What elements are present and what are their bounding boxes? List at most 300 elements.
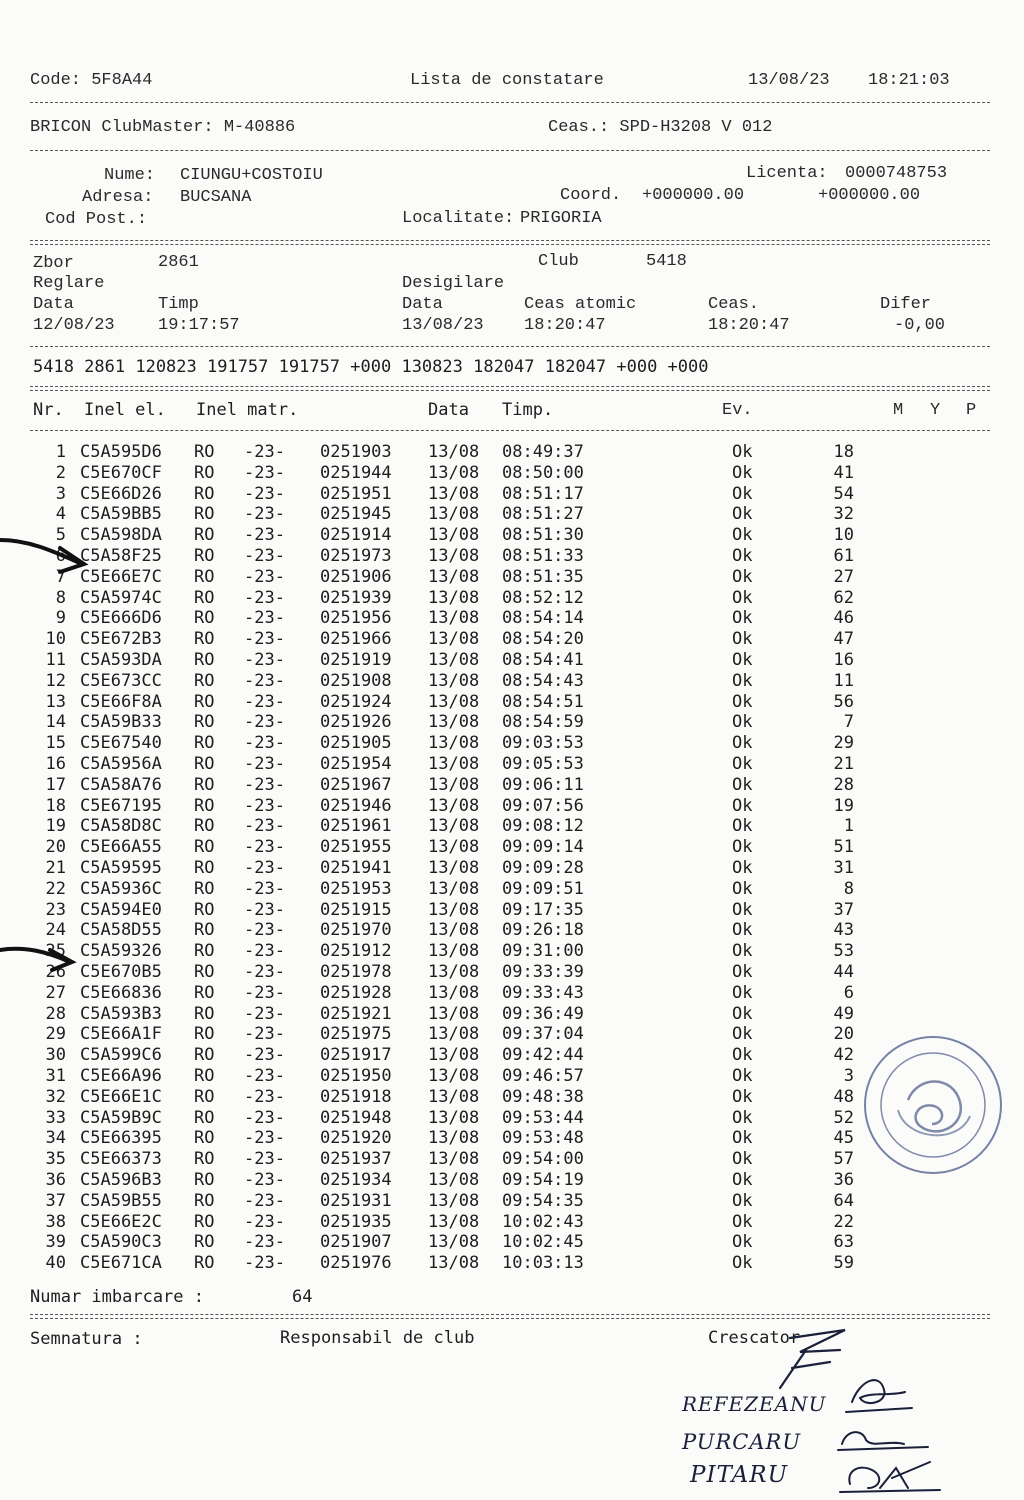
row-inel-matr: 0251945 [320,504,392,525]
table-row [0,837,1024,858]
row-year: -23- [244,795,285,816]
crescator-label: Crescator [708,1328,801,1348]
row-value: 61 [833,546,854,566]
row-nr: 15 [45,733,66,754]
row-date: 13/08 [428,1149,480,1170]
divider [30,102,990,103]
row-inel-el: C5E673CC [80,670,162,691]
row-year: -23- [244,483,285,504]
row-inel-matr: 0251973 [320,546,392,566]
row-country: RO [194,712,215,733]
table-row [0,775,1024,796]
row-time: 09:17:35 [502,899,584,920]
row-inel-el: C5A58A76 [80,774,162,795]
row-inel-el: C5E66A55 [80,837,162,858]
row-value: 49 [833,1003,854,1024]
row-ev: Ok [732,754,753,774]
row-inel-el: C5A596B3 [80,1170,162,1190]
row-country: RO [194,442,215,462]
row-date: 13/08 [428,816,480,837]
row-value: 16 [833,650,854,670]
table-row [0,671,1024,692]
col-data: Data [428,400,469,420]
row-nr: 37 [45,1190,66,1211]
club-master: BRICON ClubMaster: M-40886 [30,118,296,137]
row-time: 08:50:00 [502,462,584,483]
row-date: 13/08 [428,1024,480,1045]
row-time: 08:51:27 [502,504,584,525]
col-m: M [893,401,904,420]
row-country: RO [194,1086,215,1107]
signature-2 [838,1432,928,1450]
row-country: RO [194,462,215,483]
row-year: -23- [244,1253,285,1274]
row-country: RO [194,795,215,816]
row-ev: Ok [732,962,753,982]
row-time: 08:52:12 [502,587,584,608]
table-row [0,629,1024,650]
semnatura-label: Semnatura : [30,1329,143,1349]
row-inel-matr: 0251966 [320,629,392,650]
desig-atomic: 18:20:47 [524,316,606,335]
row-time: 09:09:14 [502,837,584,858]
table-row [0,983,1024,1004]
row-value: 27 [833,566,854,587]
divider [30,1314,990,1315]
row-value: 64 [833,1190,854,1211]
row-date: 13/08 [428,566,480,587]
row-ev: Ok [732,566,753,587]
row-nr: 40 [45,1253,66,1274]
row-country: RO [194,878,215,899]
row-country: RO [194,1024,215,1045]
row-date: 13/08 [428,899,480,920]
row-ev: Ok [732,483,753,504]
row-ev: Ok [732,1086,753,1107]
row-time: 09:42:44 [502,1045,584,1066]
desig-ceas: 18:20:47 [708,316,790,335]
row-country: RO [194,816,215,837]
row-year: -23- [244,629,285,650]
row-time: 09:54:00 [502,1149,584,1170]
row-nr: 3 [55,483,66,504]
row-nr: 18 [45,795,66,816]
row-date: 13/08 [428,754,480,774]
row-country: RO [194,691,215,712]
row-ev: Ok [732,546,753,566]
table-row [0,650,1024,671]
row-country: RO [194,962,215,982]
zbor-label: Zbor [33,254,74,273]
row-time: 09:06:11 [502,774,584,795]
row-inel-el: C5E670B5 [80,962,162,982]
row-time: 08:54:20 [502,629,584,650]
row-nr: 25 [45,941,66,962]
row-ev: Ok [732,691,753,712]
table-row [0,484,1024,505]
row-year: -23- [244,1128,285,1149]
row-ev: Ok [732,899,753,920]
row-value: 19 [833,795,854,816]
row-ev: Ok [732,670,753,691]
row-date: 13/08 [428,878,480,899]
col-timp: Timp. [502,400,554,420]
row-nr: 19 [45,816,66,837]
row-value: 1 [843,816,854,837]
table-row [0,900,1024,921]
row-inel-matr: 0251912 [320,941,392,962]
row-nr: 5 [55,525,66,546]
row-nr: 27 [45,982,66,1003]
row-inel-matr: 0251975 [320,1024,392,1045]
row-date: 13/08 [428,587,480,608]
row-date: 13/08 [428,1086,480,1107]
row-country: RO [194,733,215,754]
row-ev: Ok [732,608,753,629]
row-country: RO [194,629,215,650]
row-nr: 9 [55,608,66,629]
table-row [0,567,1024,588]
row-inel-matr: 0251939 [320,587,392,608]
col-p: P [966,401,977,420]
divider [30,390,990,391]
row-ev: Ok [732,442,753,462]
row-inel-matr: 0251914 [320,525,392,546]
row-ev: Ok [732,920,753,941]
row-nr: 2 [55,462,66,483]
row-nr: 26 [45,962,66,982]
row-nr: 12 [45,670,66,691]
row-year: -23- [244,608,285,629]
row-ev: Ok [732,733,753,754]
table-row [0,504,1024,525]
row-date: 13/08 [428,670,480,691]
row-nr: 33 [45,1107,66,1128]
row-value: 32 [833,504,854,525]
reglare-timp: 19:17:57 [158,316,240,335]
row-inel-el: C5E66836 [80,982,162,1003]
table-row [0,962,1024,983]
row-inel-el: C5E671CA [80,1253,162,1274]
row-inel-el: C5E66E1C [80,1086,162,1107]
row-country: RO [194,774,215,795]
row-inel-el: C5E672B3 [80,629,162,650]
table-row [0,1253,1024,1274]
row-date: 13/08 [428,920,480,941]
row-inel-el: C5A593B3 [80,1003,162,1024]
row-year: -23- [244,670,285,691]
row-value: 48 [833,1086,854,1107]
row-time: 08:51:35 [502,566,584,587]
row-value: 37 [833,899,854,920]
row-value: 53 [833,941,854,962]
row-time: 09:09:28 [502,858,584,878]
row-nr: 36 [45,1170,66,1190]
row-inel-el: C5A5974C [80,587,162,608]
row-inel-el: C5A593DA [80,650,162,670]
row-date: 13/08 [428,1232,480,1253]
row-inel-matr: 0251903 [320,442,392,462]
row-time: 08:54:14 [502,608,584,629]
row-date: 13/08 [428,712,480,733]
table-row [0,525,1024,546]
row-value: 51 [833,837,854,858]
row-nr: 13 [45,691,66,712]
row-inel-matr: 0251905 [320,733,392,754]
row-time: 09:54:35 [502,1190,584,1211]
row-time: 08:54:43 [502,670,584,691]
col-ev: Ev. [722,401,753,420]
responsabil-label: Responsabil de club [280,1328,475,1348]
divider [30,346,990,347]
row-time: 09:53:48 [502,1128,584,1149]
row-year: -23- [244,546,285,566]
row-date: 13/08 [428,650,480,670]
row-country: RO [194,483,215,504]
row-year: -23- [244,878,285,899]
row-nr: 11 [45,650,66,670]
row-date: 13/08 [428,774,480,795]
zbor-value: 2861 [158,253,199,272]
localitate-label: Localitate: [402,209,515,228]
row-country: RO [194,504,215,525]
localitate-value: PRIGORIA [520,209,602,228]
row-year: -23- [244,962,285,982]
table-row [0,920,1024,941]
row-date: 13/08 [428,1128,480,1149]
row-time: 08:51:33 [502,546,584,566]
document-title: Lista de constatare [410,71,604,90]
row-year: -23- [244,1190,285,1211]
row-date: 13/08 [428,1066,480,1086]
row-country: RO [194,670,215,691]
row-country: RO [194,546,215,566]
row-date: 13/08 [428,1170,480,1190]
row-time: 08:51:30 [502,525,584,546]
row-ev: Ok [732,795,753,816]
row-country: RO [194,1170,215,1190]
row-nr: 4 [55,504,66,525]
row-value: 8 [843,878,854,899]
row-country: RO [194,899,215,920]
row-date: 13/08 [428,1190,480,1211]
row-value: 29 [833,733,854,754]
row-inel-matr: 0251953 [320,878,392,899]
row-ev: Ok [732,941,753,962]
row-inel-matr: 0251928 [320,982,392,1003]
row-time: 09:46:57 [502,1066,584,1086]
row-country: RO [194,1149,215,1170]
divider [30,430,990,431]
row-time: 09:03:53 [502,733,584,754]
col-inel-matr: Inel matr. [196,400,299,420]
row-inel-el: C5A5956A [80,754,162,774]
table-row [0,1004,1024,1025]
row-inel-el: C5A5936C [80,878,162,899]
row-country: RO [194,1253,215,1274]
row-country: RO [194,587,215,608]
row-ev: Ok [732,878,753,899]
row-date: 13/08 [428,733,480,754]
row-date: 13/08 [428,525,480,546]
row-date: 13/08 [428,1107,480,1128]
row-date: 13/08 [428,962,480,982]
signature-1 [846,1380,912,1412]
ceas-atomic-label: Ceas atomic [524,295,637,314]
row-ev: Ok [732,1170,753,1190]
row-country: RO [194,982,215,1003]
row-nr: 31 [45,1066,66,1086]
row-value: 43 [833,920,854,941]
table-row [0,879,1024,900]
row-year: -23- [244,525,285,546]
row-time: 09:33:39 [502,962,584,982]
row-inel-matr: 0251935 [320,1211,392,1232]
row-date: 13/08 [428,1003,480,1024]
licenta-label: Licenta: [746,164,828,183]
row-nr: 10 [45,629,66,650]
row-time: 09:48:38 [502,1086,584,1107]
row-country: RO [194,1190,215,1211]
row-inel-el: C5A59595 [80,858,162,878]
row-year: -23- [244,858,285,878]
table-row [0,858,1024,879]
row-inel-matr: 0251915 [320,899,392,920]
table-row [0,1232,1024,1253]
row-country: RO [194,1128,215,1149]
adresa-value: BUCSANA [180,188,252,207]
row-inel-el: C5A594E0 [80,899,162,920]
row-year: -23- [244,733,285,754]
divider [30,244,990,245]
row-year: -23- [244,504,285,525]
row-nr: 28 [45,1003,66,1024]
row-time: 09:53:44 [502,1107,584,1128]
licenta-value: 0000748753 [845,164,948,183]
row-ev: Ok [732,1045,753,1066]
row-ev: Ok [732,858,753,878]
reglare-timp-label: Timp [158,295,199,314]
row-inel-matr: 0251978 [320,962,392,982]
row-year: -23- [244,1045,285,1066]
row-value: 47 [833,629,854,650]
row-ev: Ok [732,1128,753,1149]
row-nr: 1 [55,442,66,462]
row-value: 45 [833,1128,854,1149]
row-nr: 17 [45,774,66,795]
row-country: RO [194,566,215,587]
row-nr: 21 [45,858,66,878]
row-inel-matr: 0251950 [320,1066,392,1086]
handwritten-name-2: PURCARU [682,1430,802,1454]
row-country: RO [194,1211,215,1232]
row-inel-matr: 0251934 [320,1170,392,1190]
row-date: 13/08 [428,837,480,858]
coord-x: +000000.00 [642,186,745,205]
row-date: 13/08 [428,1253,480,1274]
row-time: 09:31:00 [502,941,584,962]
club-stamp [858,1030,1008,1180]
row-inel-el: C5A599C6 [80,1045,162,1066]
adresa-label: Adresa: [82,188,154,207]
row-inel-matr: 0251941 [320,858,392,878]
row-value: 56 [833,691,854,712]
row-nr: 6 [55,546,66,566]
row-time: 10:03:13 [502,1253,584,1274]
row-inel-matr: 0251921 [320,1003,392,1024]
row-nr: 38 [45,1211,66,1232]
header-date: 13/08/23 [748,71,830,90]
row-nr: 7 [55,566,66,587]
ceas-model: Ceas.: SPD-H3208 V 012 [548,118,773,137]
row-nr: 39 [45,1232,66,1253]
row-inel-matr: 0251948 [320,1107,392,1128]
handwritten-name-1: REFEZEANU [682,1392,827,1416]
divider [30,240,990,241]
row-nr: 8 [55,587,66,608]
row-ev: Ok [732,1024,753,1045]
row-country: RO [194,754,215,774]
row-nr: 30 [45,1045,66,1066]
row-year: -23- [244,691,285,712]
row-year: -23- [244,462,285,483]
col-inel-el: Inel el. [84,400,166,420]
row-value: 46 [833,608,854,629]
row-inel-el: C5A58D8C [80,816,162,837]
row-country: RO [194,1003,215,1024]
row-year: -23- [244,712,285,733]
row-inel-el: C5E66A1F [80,1024,162,1045]
row-year: -23- [244,1170,285,1190]
row-ev: Ok [732,816,753,837]
row-ev: Ok [732,650,753,670]
row-year: -23- [244,1149,285,1170]
row-inel-matr: 0251937 [320,1149,392,1170]
coord-y: +000000.00 [818,186,921,205]
row-inel-el: C5E66A96 [80,1066,162,1086]
imbarcare-value: 64 [292,1287,313,1307]
row-inel-matr: 0251955 [320,837,392,858]
row-value: 54 [833,483,854,504]
row-ev: Ok [732,525,753,546]
row-year: -23- [244,566,285,587]
row-ev: Ok [732,1066,753,1086]
row-inel-el: C5A590C3 [80,1232,162,1253]
row-nr: 29 [45,1024,66,1045]
difer-label: Difer [880,295,932,314]
coord-label: Coord. [560,186,622,205]
row-value: 63 [833,1232,854,1253]
row-inel-el: C5A58F25 [80,546,162,566]
row-inel-el: C5A59B55 [80,1190,162,1211]
row-nr: 34 [45,1128,66,1149]
row-ev: Ok [732,1190,753,1211]
row-time: 08:49:37 [502,442,584,462]
row-inel-el: C5A595D6 [80,442,162,462]
row-time: 09:07:56 [502,795,584,816]
row-country: RO [194,837,215,858]
row-inel-matr: 0251919 [320,650,392,670]
row-inel-el: C5E66E7C [80,566,162,587]
row-ev: Ok [732,504,753,525]
row-inel-matr: 0251970 [320,920,392,941]
row-time: 08:54:41 [502,650,584,670]
row-time: 08:54:51 [502,691,584,712]
reglare-label: Reglare [33,274,105,293]
row-value: 28 [833,774,854,795]
row-value: 31 [833,858,854,878]
row-year: -23- [244,1107,285,1128]
